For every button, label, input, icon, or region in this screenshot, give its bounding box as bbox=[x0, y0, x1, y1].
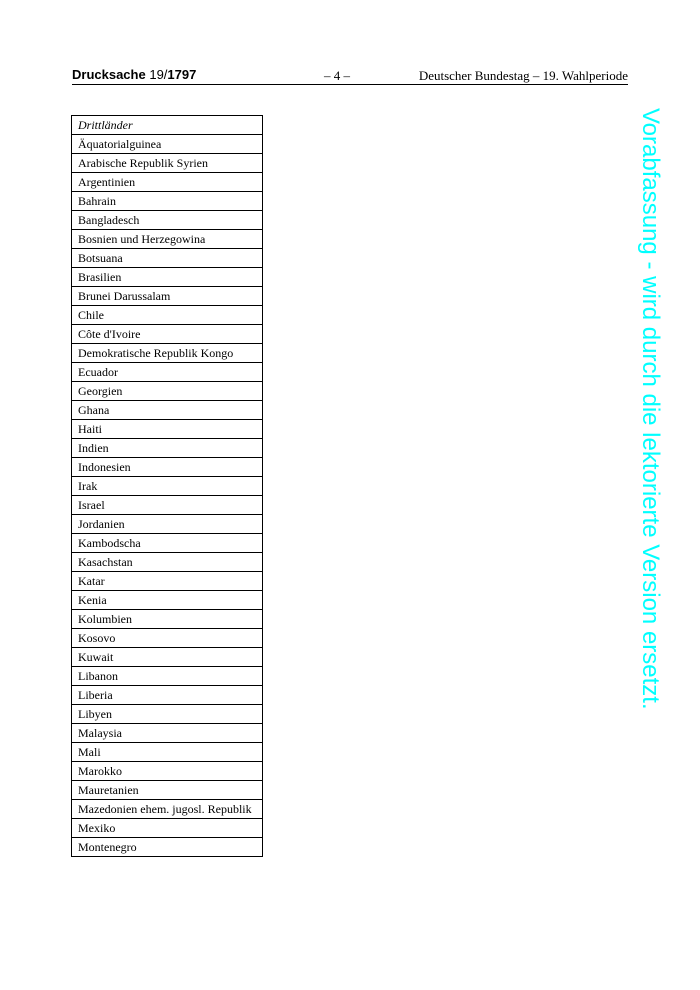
country-cell: Mauretanien bbox=[72, 781, 263, 800]
country-cell: Argentinien bbox=[72, 173, 263, 192]
country-cell: Äquatorialguinea bbox=[72, 135, 263, 154]
table-row bbox=[72, 211, 263, 230]
country-cell: Georgien bbox=[72, 382, 263, 401]
table-row bbox=[72, 173, 263, 192]
table-row bbox=[72, 762, 263, 781]
country-cell: Libanon bbox=[72, 667, 263, 686]
table-row bbox=[72, 686, 263, 705]
table-row bbox=[72, 705, 263, 724]
country-cell: Irak bbox=[72, 477, 263, 496]
table-row bbox=[72, 781, 263, 800]
table-row bbox=[72, 382, 263, 401]
table-header-cell: Drittländer bbox=[72, 116, 263, 135]
table-row bbox=[72, 325, 263, 344]
table-body bbox=[72, 135, 263, 857]
table-row bbox=[72, 268, 263, 287]
page-header bbox=[72, 66, 628, 85]
country-cell: Katar bbox=[72, 572, 263, 591]
table-row bbox=[72, 363, 263, 382]
country-cell: Brunei Darussalam bbox=[72, 287, 263, 306]
document-number: 1797 bbox=[167, 67, 197, 82]
country-cell: Côte d'Ivoire bbox=[72, 325, 263, 344]
country-cell: Kolumbien bbox=[72, 610, 263, 629]
table-row bbox=[72, 534, 263, 553]
country-cell: Brasilien bbox=[72, 268, 263, 287]
table-row bbox=[72, 724, 263, 743]
country-cell: Kasachstan bbox=[72, 553, 263, 572]
table-row bbox=[72, 496, 263, 515]
country-cell: Mali bbox=[72, 743, 263, 762]
country-cell: Ghana bbox=[72, 401, 263, 420]
country-cell: Bangladesch bbox=[72, 211, 263, 230]
document-id bbox=[72, 67, 196, 82]
publisher: Deutscher Bundestag – 19. Wahlperiode bbox=[418, 68, 628, 83]
country-cell: Bosnien und Herzegowina bbox=[72, 230, 263, 249]
table-row bbox=[72, 344, 263, 363]
table-row bbox=[72, 572, 263, 591]
table-row bbox=[72, 306, 263, 325]
table-row bbox=[72, 458, 263, 477]
document-number-prefix: 19/ bbox=[149, 67, 168, 82]
country-cell: Mexiko bbox=[72, 819, 263, 838]
table-row bbox=[72, 819, 263, 838]
table-row bbox=[72, 439, 263, 458]
country-cell: Mazedonien ehem. jugosl. Republik bbox=[72, 800, 263, 819]
country-cell: Arabische Republik Syrien bbox=[72, 154, 263, 173]
country-cell: Indien bbox=[72, 439, 263, 458]
table-row bbox=[72, 800, 263, 819]
table-row bbox=[72, 477, 263, 496]
table-row bbox=[72, 629, 263, 648]
draft-watermark: Vorabfassung - wird durch die lektorierte Version ersetzt. bbox=[637, 108, 664, 710]
table-row bbox=[72, 838, 263, 857]
country-cell: Jordanien bbox=[72, 515, 263, 534]
table-row bbox=[72, 610, 263, 629]
country-cell: Bahrain bbox=[72, 192, 263, 211]
table-row bbox=[72, 249, 263, 268]
countries-table bbox=[71, 115, 263, 857]
country-cell: Kenia bbox=[72, 591, 263, 610]
country-cell: Haiti bbox=[72, 420, 263, 439]
table-row bbox=[72, 154, 263, 173]
country-cell: Montenegro bbox=[72, 838, 263, 857]
table-row bbox=[72, 515, 263, 534]
country-cell: Chile bbox=[72, 306, 263, 325]
table-row bbox=[72, 401, 263, 420]
table-row bbox=[72, 743, 263, 762]
country-cell: Indonesien bbox=[72, 458, 263, 477]
country-cell: Ecuador bbox=[72, 363, 263, 382]
table-row bbox=[72, 648, 263, 667]
country-cell: Malaysia bbox=[72, 724, 263, 743]
table-row bbox=[72, 591, 263, 610]
document-label: Drucksache bbox=[72, 67, 146, 82]
country-cell: Liberia bbox=[72, 686, 263, 705]
country-cell: Botsuana bbox=[72, 249, 263, 268]
table-row bbox=[72, 230, 263, 249]
table-header-row bbox=[72, 116, 263, 135]
country-cell: Kuwait bbox=[72, 648, 263, 667]
table-row bbox=[72, 287, 263, 306]
table-row bbox=[72, 667, 263, 686]
country-cell: Marokko bbox=[72, 762, 263, 781]
table-row bbox=[72, 135, 263, 154]
country-cell: Libyen bbox=[72, 705, 263, 724]
country-cell: Kambodscha bbox=[72, 534, 263, 553]
table-row bbox=[72, 192, 263, 211]
country-cell: Kosovo bbox=[72, 629, 263, 648]
table-row bbox=[72, 553, 263, 572]
country-cell: Israel bbox=[72, 496, 263, 515]
country-cell: Demokratische Republik Kongo bbox=[72, 344, 263, 363]
page-number: – 4 – bbox=[324, 68, 350, 83]
table-row bbox=[72, 420, 263, 439]
